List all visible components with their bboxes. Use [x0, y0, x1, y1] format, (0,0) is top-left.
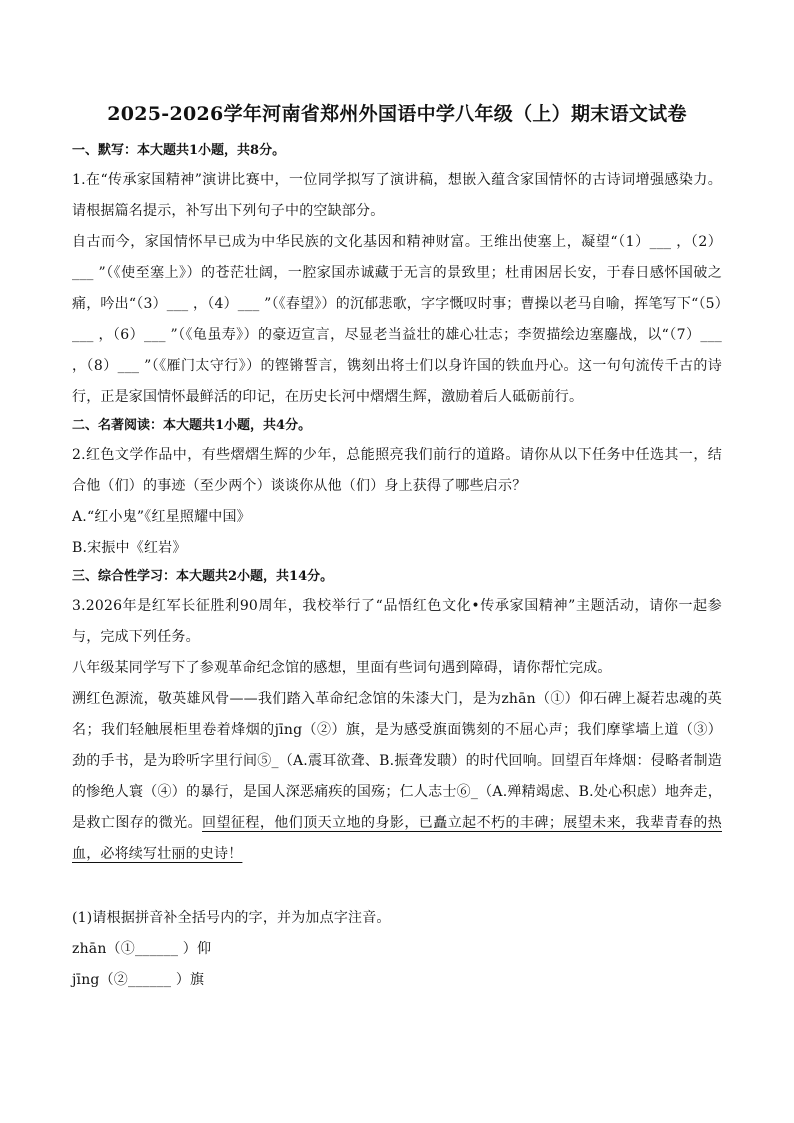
question-1-prompt: 1.在“传承家国精神”演讲比赛中，一位同学拟写了演讲稿，想嵌入蕴含家国情怀的古诗词增强感染力。请根据篇名提示，补写出下列句子中的空缺部分。	[72, 172, 722, 219]
sub-question-blank-2: jīng（②______ ）旗	[72, 972, 205, 988]
blank-spacer	[72, 870, 722, 903]
section-header: 一、默写：本大题共1小题，共8分。	[72, 143, 286, 158]
question-1-passage: 自古而今，家国情怀早已成为中华民族的文化基因和精神财富。王维出使塞上，凝望“（1）___ ，（2）___ ”（《使至塞上》）的苍茫壮阔，一腔家国赤诚藏于无言的景致里；杜甫困居长安，于春日感怀国破之痛，吟出“（3）___ ，（4）___ ”（《春望》）的沉郁悲歌，字字慨叹时事；曹操以老马自喻，挥笔写下“（5）___ ，（6）___ ”（《龟虽寿》）的豪迈宣言，尽显老当益壮的雄心壮志；李贺描绘边塞鏖战，以“（7）___ ，（8）___ ”（《雁门太守行》）的铿锵誓言，镌刻出将士们以身许国的铁血丹心。这一句句流传千古的诗行，正是家国情怀最鲜活的印记，在历史长河中熠熠生辉，激励着后人砥砺前行。	[72, 234, 722, 405]
section-header: 二、名著阅读：本大题共1小题，共4分。	[72, 418, 312, 433]
exam-content	[72, 100, 722, 996]
section-comprehensive-study	[72, 566, 722, 996]
question-2-option-a: A.“红小鬼”《红星照耀中国》	[72, 509, 251, 525]
section-dictation	[72, 140, 722, 413]
section-header: 三、综合性学习：本大题共2小题，共14分。	[72, 569, 334, 584]
question-2-prompt: 2.红色文学作品中，有些熠熠生辉的少年，总能照亮我们前行的道路。请你从以下任务中任选其一，结合他（们）的事迹（至少两个）谈谈你从他（们）身上获得了哪些启示？	[72, 447, 722, 494]
question-2-option-b: B.宋振中《红岩》	[72, 540, 187, 556]
question-3-passage	[72, 684, 722, 870]
sub-question-blank-1: zhān（①______ ）仰	[72, 941, 212, 957]
underlined-sentence: 回望征程，他们顶天立地的身影，已矗立起不朽的丰碑；展望未来，我辈青春的热血，必将续写壮丽的史诗！	[72, 815, 722, 862]
section-classic-reading	[72, 415, 722, 564]
passage-text: 溯红色源流，敬英雄风骨——我们踏入革命纪念馆的朱漆大门，是为zhān（①）仰石碑上凝若忠魂的英名；我们轻触展柜里卷着烽烟的jīng（②）旗，是为感受旗面镌刻的不屈心声；我们摩挲墙上道（③）劲的手书，是为聆听字里行间⑤_（A.震耳欲聋、B.振聋发聩）的时代回响。回望百年烽烟：侵略者制造的惨绝人寰（④）的暴行，是国人深恶痛疾的国殇；仁人志士⑥_（A.殚精竭虑、B.处心积虑）地奔走，是救亡图存的微光。	[72, 691, 722, 831]
exam-title: 2025-2026学年河南省郑州外国语中学八年级（上）期末语文试卷	[107, 103, 687, 125]
sub-question-1: (1)请根据拼音补全括号内的字，并为加点字注音。	[72, 910, 391, 926]
question-3-instruction: 八年级某同学写下了参观革命纪念馆的感想，里面有些词句遇到障碍，请你帮忙完成。	[72, 660, 612, 676]
question-3-prompt: 3.2026年是红军长征胜利90周年，我校举行了“品悟红色文化•传承家国精神”主题活动，请你一起参与，完成下列任务。	[72, 598, 722, 645]
